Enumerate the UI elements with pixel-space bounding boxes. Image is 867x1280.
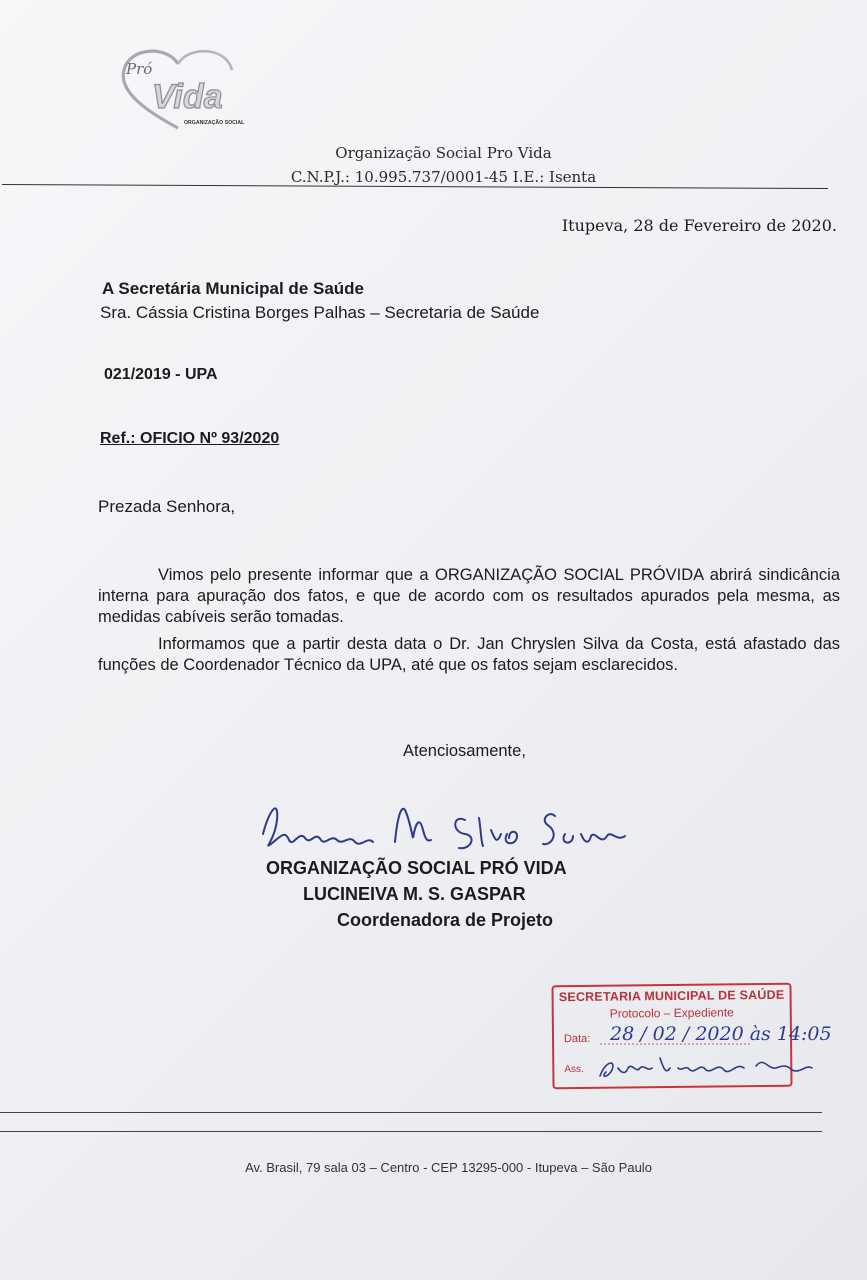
signature-name: LUCINEIVA M. S. GASPAR — [303, 884, 526, 904]
stamp-sign-label: Ass. — [564, 1063, 584, 1076]
logo-text-sub: ORGANIZAÇÃO SOCIAL — [184, 120, 245, 126]
body-paragraph-1: Vimos pelo presente informar que a ORGANIZAÇÃO SOCIAL PRÓVIDA abrirá sindicância interna para apuração dos fatos, e que de acordo com os resultados apurados pela mesma, as medidas cabíveis serão tomadas. — [98, 566, 840, 626]
letter-date: Itupeva, 28 de Fevereiro de 2020. — [561, 216, 837, 235]
document-code: 021/2019 - UPA — [104, 366, 218, 383]
stamp-title: SECRETARIA MUNICIPAL DE SAÚDE — [558, 987, 785, 1005]
recipient-title: A Secretária Municipal de Saúde — [102, 279, 365, 298]
org-cnpj: C.N.P.J.: 10.995.737/0001-45 I.E.: Isenta — [290, 168, 597, 186]
stamp-date-label: Data: — [563, 1032, 591, 1046]
body-paragraph-2: Informamos que a partir desta data o Dr. Jan Chryslen Silva da Costa, está afastado das funções de Coordenador Técnico da UPA, até que os fatos sejam esclarecidos. — [98, 635, 840, 674]
pro-vida-logo — [108, 42, 258, 134]
footer-divider-2 — [0, 1131, 822, 1132]
footer-divider-1 — [0, 1112, 822, 1113]
handwritten-signature — [255, 790, 645, 860]
signature-org: ORGANIZAÇÃO SOCIAL PRÓ VIDA — [266, 858, 567, 878]
stamp-handwriting — [560, 1008, 860, 1088]
stamp-handwritten-date: 28 / 02 / 2020 às 14:05 — [610, 1023, 832, 1045]
stamp-subtitle: Protocolo – Expediente — [609, 1005, 734, 1021]
reference-line: Ref.: OFICIO Nº 93/2020 — [100, 430, 280, 447]
footer-address: Av. Brasil, 79 sala 03 – Centro - CEP 13295-000 - Itupeva – São Paulo — [245, 1160, 652, 1175]
logo-text-main: Vida — [152, 78, 223, 116]
greeting: Prezada Senhora, — [98, 497, 236, 516]
signature-role: Coordenadora de Projeto — [337, 910, 554, 930]
closing: Atenciosamente, — [403, 742, 526, 760]
logo-text-top: Pró — [126, 60, 153, 78]
recipient-name: Sra. Cássia Cristina Borges Palhas – Secretaria de Saúde — [100, 303, 540, 322]
org-name: Organização Social Pro Vida — [335, 144, 552, 162]
